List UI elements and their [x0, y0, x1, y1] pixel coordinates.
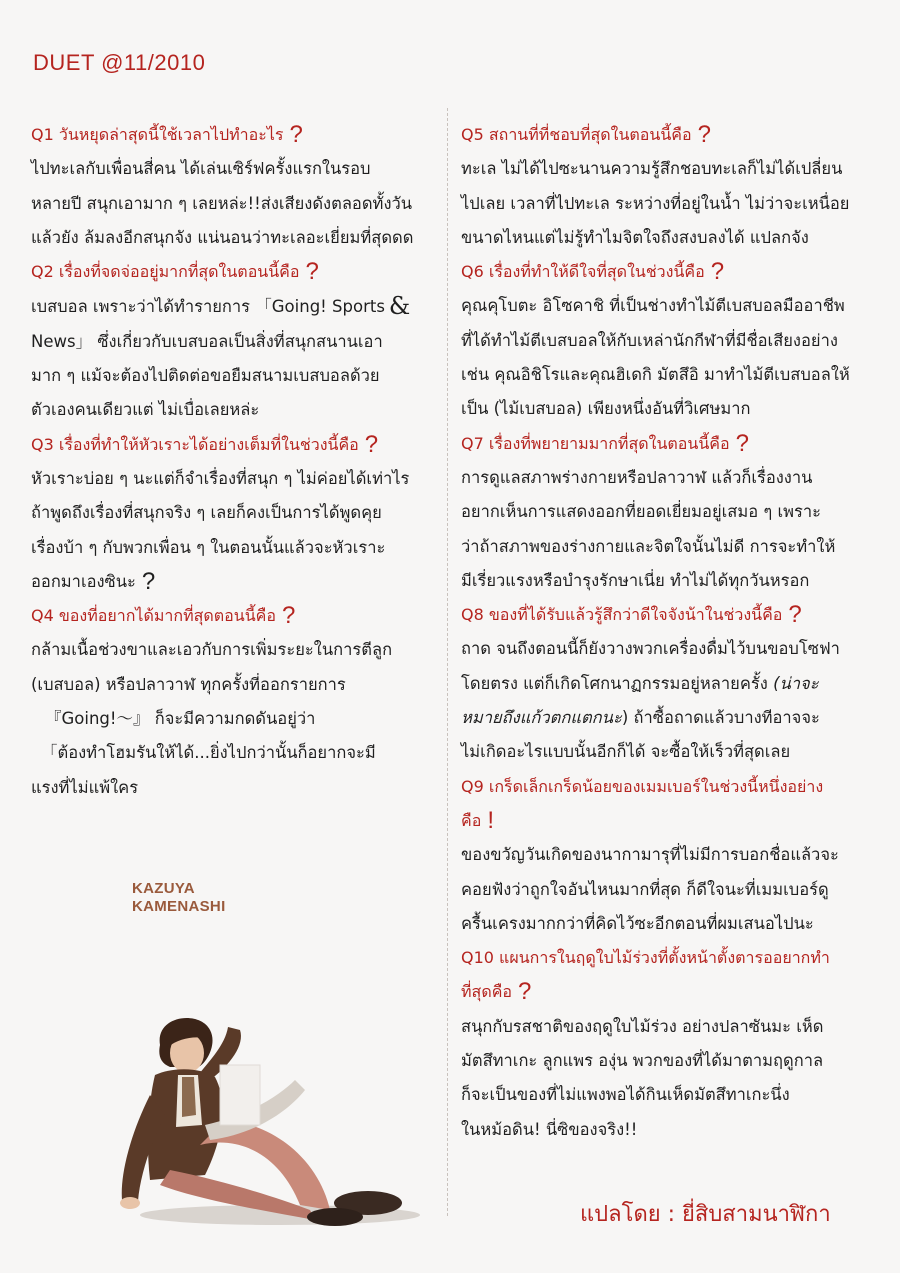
question-5-text: Q5 สถานที่ที่ชอบที่สุดในตอนนี้คือ: [461, 125, 692, 144]
answer-line: 『Going!〜』 ก็จะมีความกดดันอยู่ว่า: [45, 709, 316, 729]
question-10-line2: [461, 975, 873, 1009]
question-3: [31, 428, 436, 462]
answer-line: ครื้นเครงมากกว่าที่คิดไว้ซะอีกตอนที่ผมเสนอไปนะ: [461, 913, 814, 933]
answer-line: [461, 667, 873, 701]
answer-5: [461, 152, 873, 255]
answer-6: [461, 289, 873, 426]
answer-2: [31, 289, 436, 427]
answer-line: (เบสบอล) หรือปลาวาฬ ทุกครั้งที่ออกรายการ: [31, 674, 346, 694]
answer-text: เบสบอล เพราะว่าได้ทำรายการ 「Going! Sports: [31, 297, 385, 317]
answer-1: [31, 152, 436, 255]
answer-italic: (น่าจะ: [773, 673, 819, 693]
answer-9: [461, 838, 873, 941]
answer-line: กล้ามเนื้อช่วงขาและเอวกับการเพิ่มระยะในการตีลูก: [31, 640, 393, 660]
question-7-text: Q7 เรื่องที่พยายามมากที่สุดในตอนนี้คือ: [461, 433, 730, 453]
profile-name-line1: KAZUYA: [132, 880, 195, 897]
question-10-text-2: ที่สุดคือ: [461, 982, 513, 1002]
answer-line: ของขวัญวันเกิดของนากามารุที่ไม่มีการบอกชื่อแล้วจะ: [461, 845, 839, 865]
question-mark: ?: [735, 429, 749, 457]
answer-line: แล้วยัง ล้มลงอีกสนุกจัง แน่นอนว่าทะเลอะเยี่ยมที่สุดดด: [31, 227, 414, 247]
question-8: [461, 598, 873, 632]
answer-line: ว่าถ้าสภาพของร่างกายและจิตใจนั้นไม่ดี การจะทำให้: [461, 536, 836, 556]
answer-line: ถาด จนถึงตอนนี้ก็ยังวางพวกเครื่องดื่มไว้บนขอบโซฟา: [461, 639, 840, 659]
question-6-text: Q6 เรื่องที่ทำให้ดีใจที่สุดในช่วงนี้คือ: [461, 262, 705, 282]
answer-line: [461, 701, 873, 735]
answer-italic: หมายถึงแก้วตกแตกนะ: [461, 708, 622, 728]
question-9-text-2: คือ: [461, 810, 482, 830]
answer-line: คุณคุโบตะ อิโซคาชิ ที่เป็นช่างทำไม้ตีเบสบอลมืออาชีพ: [461, 296, 845, 316]
answer-line: ที่ได้ทำไม้ตีเบสบอลให้กับเหล่านักกีฬาที่มีชื่อเสียงอย่าง: [461, 330, 838, 350]
answer-line: หลายปี สนุกเอามาก ๆ เลยหล่ะ!!ส่งเสียงดังตลอดทั้งวัน: [31, 193, 413, 213]
question-9-text: Q9 เกร็ดเล็กเกร็ดน้อยของเมมเบอร์ในช่วงนี้หนึ่งอย่าง: [461, 776, 824, 796]
question-1: [31, 118, 436, 152]
question-5: [461, 118, 873, 152]
answer-text: โดยตรง แต่ก็เกิดโศกนาฏกรรมอยู่หลายครั้ง: [461, 673, 768, 693]
answer-line: 「ต้องทำโฮมรันให้ได้...ยิ่งไปกว่านั้นก็อยากจะมี: [41, 743, 376, 763]
column-divider: [447, 108, 448, 1216]
left-column: [31, 118, 436, 805]
answer-text: ออกมาเองซินะ: [31, 571, 136, 591]
profile-name-line2: KAMENASHI: [132, 898, 226, 915]
answer-line: สนุกกับรสชาติของฤดูใบไม้ร่วง อย่างปลาซันมะ เห็ด: [461, 1016, 824, 1036]
answer-3: [31, 462, 436, 599]
question-9-line2: [461, 804, 873, 838]
answer-7: [461, 461, 873, 598]
question-mark: ?: [289, 121, 303, 148]
answer-line: ตัวเองคนเดียวแต่ ไม่เบื่อเลยหล่ะ: [31, 400, 260, 420]
answer-line: การดูแลสภาพร่างกายหรือปลาวาฬ แล้วก็เรื่องงาน: [461, 467, 813, 487]
right-column: [461, 118, 873, 1147]
answer-10: [461, 1010, 873, 1147]
answer-line: ทะเล ไม่ได้ไปซะนานความรู้สึกชอบทะเลก็ไม่ได้เปลี่ยน: [461, 159, 843, 179]
answer-line: News」 ซึ่งเกี่ยวกับเบสบอลเป็นสิ่งที่สนุกสนานเอา: [31, 331, 383, 351]
question-6: [461, 255, 873, 289]
translator-credit: แปลโดย : ยี่สิบสามนาฬิกา: [580, 1202, 831, 1227]
question-mark: ?: [281, 602, 296, 630]
answer-line: อยากเห็นการแสดงออกที่ยอดเยี่ยมอยู่เสมอ ๆ เพราะ: [461, 502, 821, 522]
answer-line: ในหม้อดิน! นี่ซิของจริง!!: [461, 1119, 638, 1139]
answer-line: [31, 289, 436, 324]
question-mark: ?: [710, 258, 725, 286]
answer-4: [31, 633, 436, 804]
profile-name: [132, 880, 226, 916]
question-mark: ?: [788, 601, 802, 629]
answer-line: คอยฟังว่าถูกใจอันไหนมากที่สุด ก็ดีใจนะที่เมมเบอร์ดู: [461, 879, 829, 899]
answer-line: ถ้าพูดถึงเรื่องที่สนุกจริง ๆ เลยก็คงเป็นการได้พูดคุย: [31, 503, 382, 523]
answer-line: มีเรี่ยวแรงหรือบำรุงรักษาเนี่ย ทำไม่ได้ทุกวันหรอก: [461, 570, 810, 590]
portrait-photo: [110, 1005, 420, 1230]
question-7: [461, 427, 873, 461]
question-mark: ?: [364, 430, 379, 458]
question-mark: ?: [305, 258, 319, 286]
answer-line: เป็น (ไม้เบสบอล) เพียงหนึ่งอันที่วิเศษมาก: [461, 399, 751, 419]
question-2: [31, 255, 436, 289]
answer-line: [31, 565, 436, 599]
answer-line: หัวเราะบ่อย ๆ นะแต่ก็จำเรื่องที่สนุก ๆ ไม่ค่อยได้เท่าไร: [31, 468, 410, 488]
answer-8: [461, 632, 873, 769]
question-mark: ?: [697, 121, 711, 148]
answer-line: มาก ๆ แม้จะต้องไปติดต่อขอยืมสนามเบสบอลด้วย: [31, 366, 380, 386]
question-3-text: Q3 เรื่องที่ทำให้หัวเราะได้อย่างเต็มที่ในช่วงนี้คือ: [31, 434, 359, 454]
answer-line: ก็จะเป็นของที่ไม่แพงพอได้กินเห็ดมัตสึทาเกะนึ่ง: [461, 1085, 790, 1105]
question-mark: ?: [141, 567, 156, 595]
answer-line: เช่น คุณอิชิโรและคุณฮิเดกิ มัตสึอิ มาทำไม้ตีเบสบอลให้: [461, 365, 850, 385]
question-2-text: Q2 เรื่องที่จดจ่ออยู่มากที่สุดในตอนนี้คือ: [31, 262, 300, 282]
question-mark: ?: [518, 978, 532, 1006]
answer-text: ) ถ้าซื้อถาดแล้วบางทีอาจจะ: [621, 708, 820, 728]
answer-line: ไปเลย เวลาที่ไปทะเล ระหว่างที่อยู่ในน้ำ ไม่ว่าจะเหนื่อย: [461, 193, 850, 213]
answer-line: ไม่เกิดอะไรแบบนั้นอีกก็ได้ จะซื้อให้เร็วที่สุดเลย: [461, 742, 791, 762]
question-9: [461, 770, 873, 839]
ampersand: &: [388, 292, 411, 321]
question-8-text: Q8 ของที่ได้รับแล้วรู้สึกว่าดีใจจังน้าในช่วงนี้คือ: [461, 605, 783, 625]
answer-line: ไปทะเลกับเพื่อนสี่คน ได้เล่นเซิร์ฟครั้งแรกในรอบ: [31, 159, 371, 179]
question-4-text: Q4 ของที่อยากได้มากที่สุดตอนนี้คือ: [31, 606, 276, 626]
answer-line: มัตสึทาเกะ ลูกแพร องุ่น พวกของที่ได้มาตามฤดูกาล: [461, 1051, 824, 1071]
question-1-text: Q1 วันหยุดล่าสุดนี้ใช้เวลาไปทำอะไร: [31, 125, 284, 144]
question-10: [461, 941, 873, 1010]
answer-line: แรงที่ไม่แพ้ใคร: [31, 777, 139, 797]
answer-line: ขนาดไหนแต่ไม่รู้ทำไมจิตใจถึงสงบลงได้ แปลกจัง: [461, 227, 809, 247]
exclamation-mark: !: [487, 806, 494, 834]
page-title: DUET @11/2010: [33, 50, 206, 75]
answer-line: เรื่องบ้า ๆ กับพวกเพื่อน ๆ ในตอนนั้นแล้วจะหัวเราะ: [31, 537, 386, 557]
question-4: [31, 599, 436, 633]
question-10-text: Q10 แผนการในฤดูใบไม้ร่วงที่ตั้งหน้าตั้งตารออยากทำ: [461, 948, 830, 968]
